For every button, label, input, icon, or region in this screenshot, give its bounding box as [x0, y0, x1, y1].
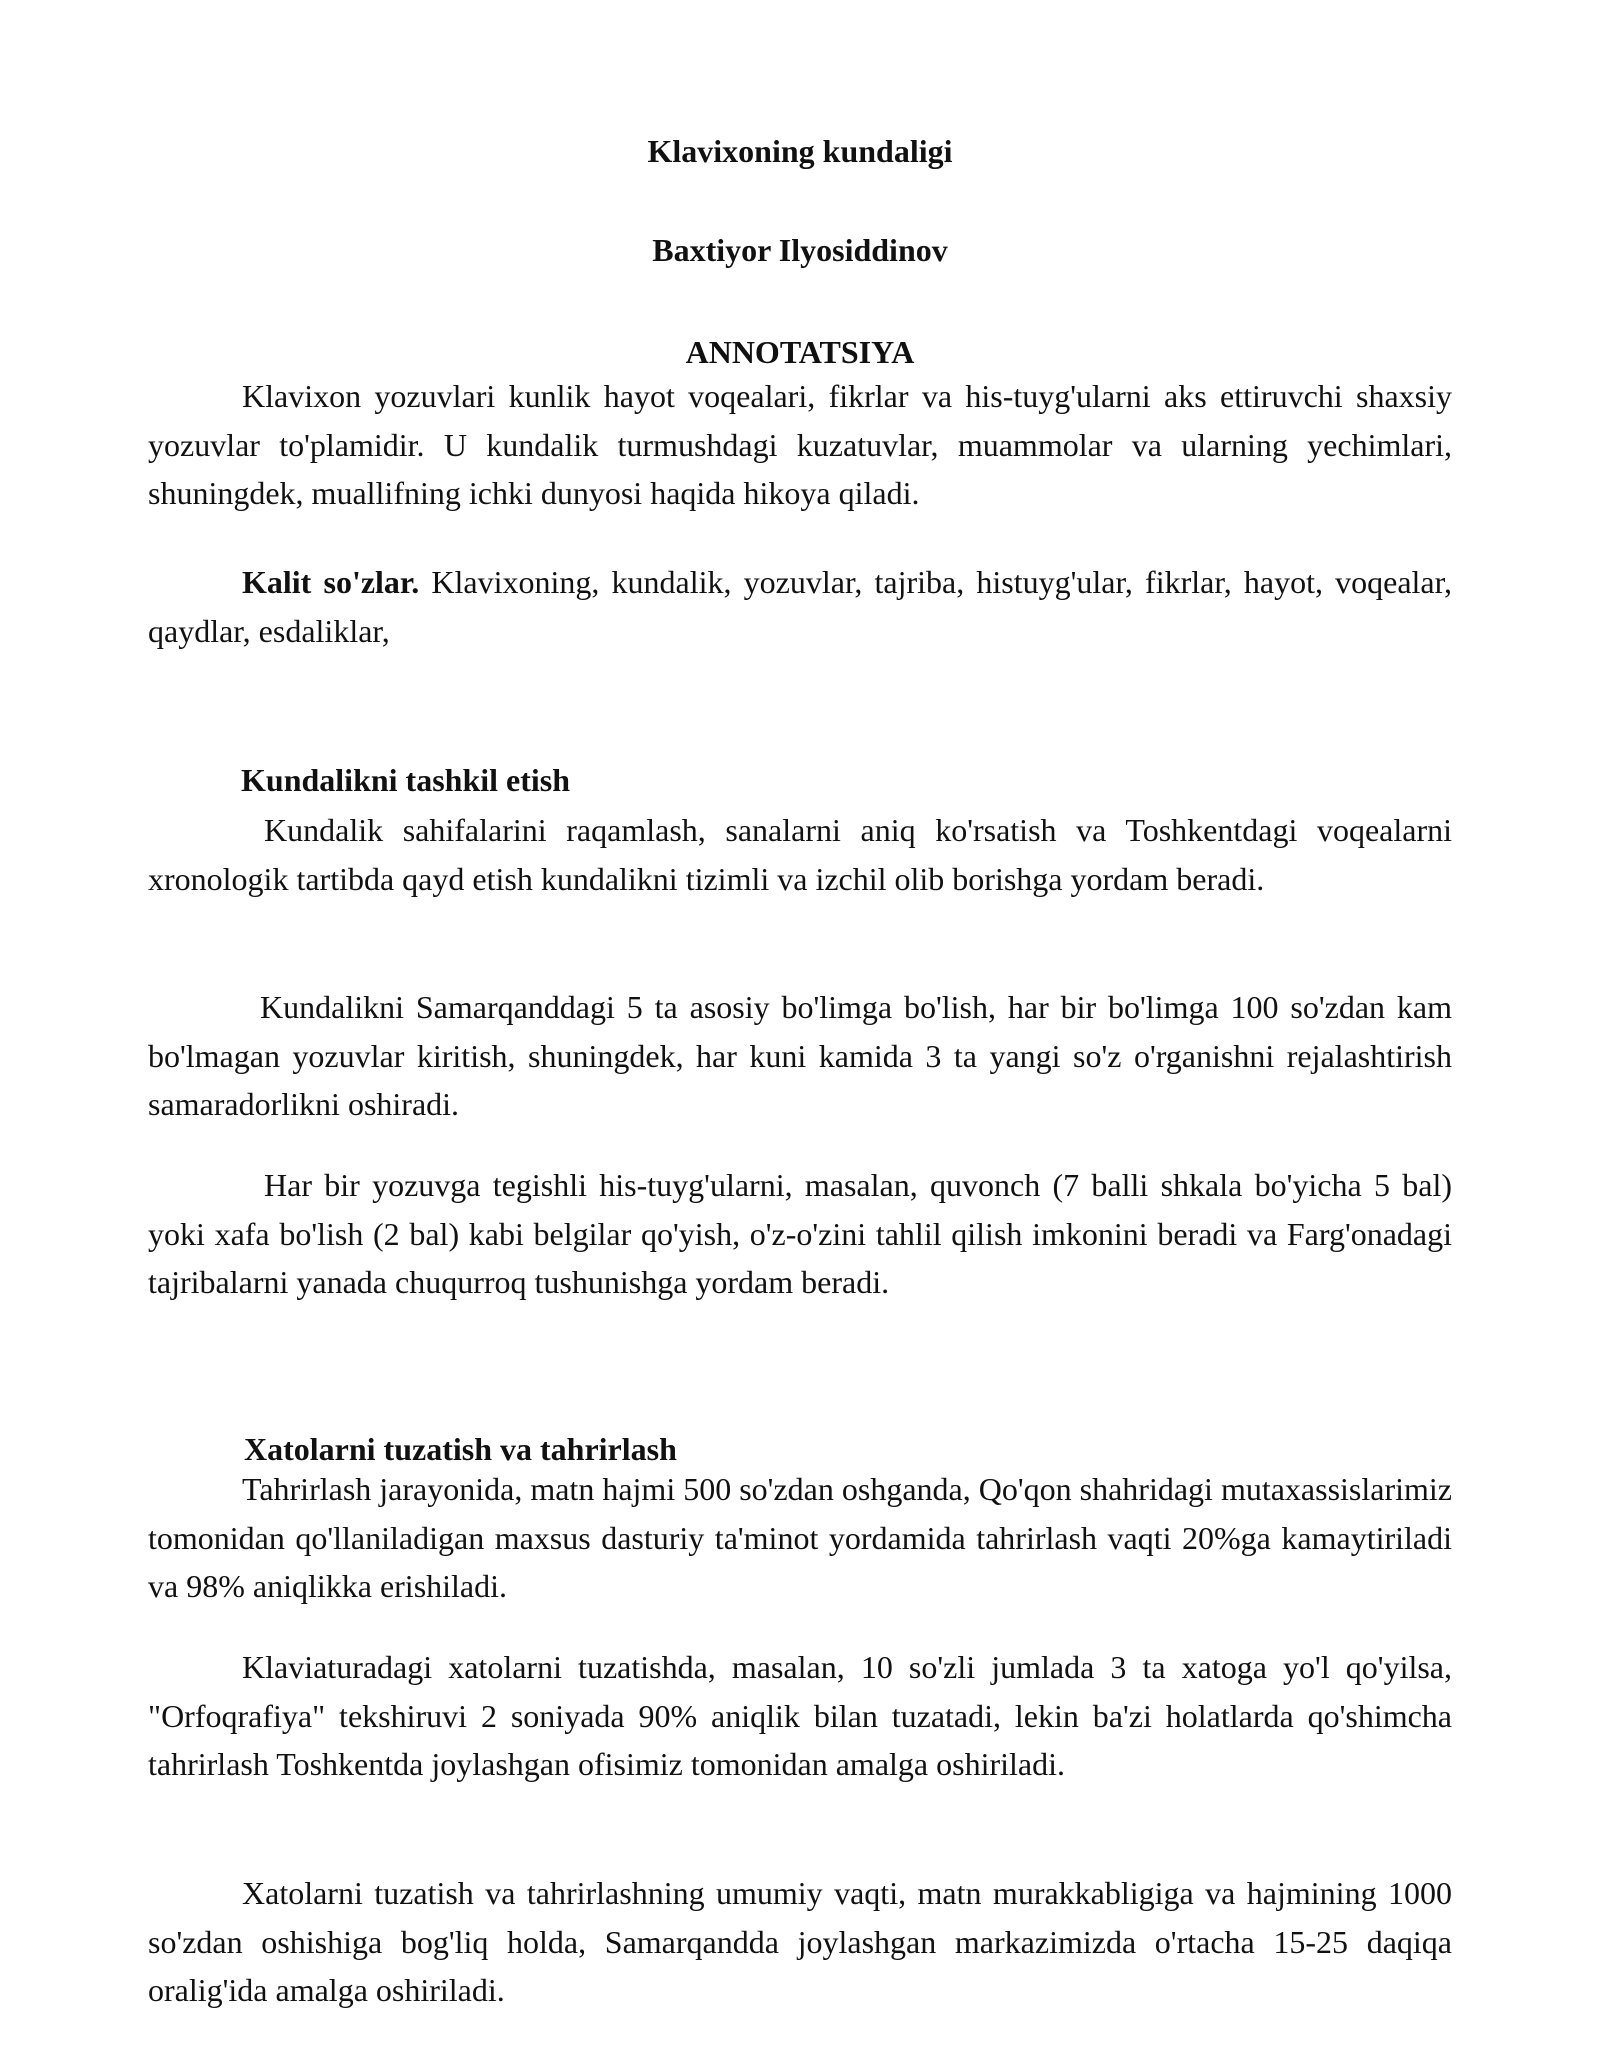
section-editing-body — [148, 1465, 1452, 1611]
section-organizing-paragraph-3: Har bir yozuvga tegishli his-tuyg'ularni, masalan, quvonch (7 balli shkala bo'yicha 5 bal) yoki xafa bo'lish (2 bal) kabi belgilar qo'yish, o'z-o'zini tahlil qilish imkonini beradi va Farg'onadagi tajribalarni yanada chuqurroq tushunishga yordam beradi. — [148, 1167, 1452, 1300]
annotation-section — [148, 332, 1452, 518]
section-organizing-body-3 — [148, 1161, 1452, 1307]
annotation-heading: ANNOTATSIYA — [685, 334, 915, 370]
section-organizing-body — [148, 806, 1452, 903]
keywords-label: Kalit so'zlar. — [242, 564, 420, 600]
section-editing — [148, 1429, 1452, 1469]
section-editing-paragraph-2: Klaviaturadagi xatolarni tuzatishda, masalan, 10 so'zli jumlada 3 ta xatoga yo'l qo'yilsa, "Orfoqrafiya" tekshiruvi 2 soniyada 90% aniqlik bilan tuzatadi, lekin ba'zi holatlarda qo'shimcha tahrirlash Toshkentda joylashgan ofisimiz tomonidan amalga oshiriladi. — [148, 1649, 1452, 1782]
section-organizing-body-2 — [148, 983, 1452, 1129]
keywords-section — [148, 558, 1452, 655]
document-author: Baxtiyor Ilyosiddinov — [652, 232, 948, 268]
keywords-paragraph — [148, 558, 1452, 655]
section-editing-paragraph-1: Tahrirlash jarayonida, matn hajmi 500 so'zdan oshganda, Qo'qon shahridagi mutaxassislarimiz tomonidan qo'llaniladigan maxsus dasturiy ta'minot yordamida tahrirlash vaqti 20%ga kamaytiriladi va 98% aniqlikka erishiladi. — [148, 1471, 1452, 1604]
section-organizing-paragraph-2: Kundalikni Samarqanddagi 5 ta asosiy bo'limga bo'lish, har bir bo'limga 100 so'zdan kam bo'lmagan yozuvlar kiritish, shuningdek, har kuni kamida 3 ta yangi so'z o'rganishni rejalashtirish samaradorlikni oshiradi. — [148, 989, 1452, 1122]
section-organizing-paragraph-1: Kundalik sahifalarini raqamlash, sanalarni aniq ko'rsatish va Toshkentdagi voqealarni xronologik tartibda qayd etish kundalikni tizimli va izchil olib borishga yordam beradi. — [148, 812, 1452, 897]
section-editing-paragraph-3: Xatolarni tuzatish va tahrirlashning umumiy vaqti, matn murakkabligiga va hajmining 1000 so'zdan oshishiga bog'liq holda, Samarqandda joylashgan markazimizda o'rtacha 15-25 daqiqa oralig'ida amalga oshiriladi. — [148, 1875, 1452, 2008]
keywords-text: Klavixoning, kundalik, yozuvlar, tajriba, histuyg'ular, fikrlar, hayot, voqealar, qaydlar, esdaliklar, — [148, 564, 1453, 649]
annotation-text: Klavixon yozuvlari kunlik hayot voqealari, fikrlar va his-tuyg'ularni aks ettiruvchi shaxsiy yozuvlar to'plamidir. U kundalik turmushdagi kuzatuvlar, muammolar va ularning yechimlari, shuningdek, muallifning ichki dunyosi haqida hikoya qiladi. — [148, 378, 1452, 511]
section-organizing — [148, 760, 1452, 800]
section-editing-body-3 — [148, 1869, 1452, 2015]
section-organizing-heading: Kundalikni tashkil etish — [241, 762, 571, 798]
section-editing-heading: Xatolarni tuzatish va tahrirlash — [244, 1431, 677, 1467]
document-title: Klavixoning kundaligi — [647, 133, 953, 169]
section-editing-body-2 — [148, 1643, 1452, 1789]
